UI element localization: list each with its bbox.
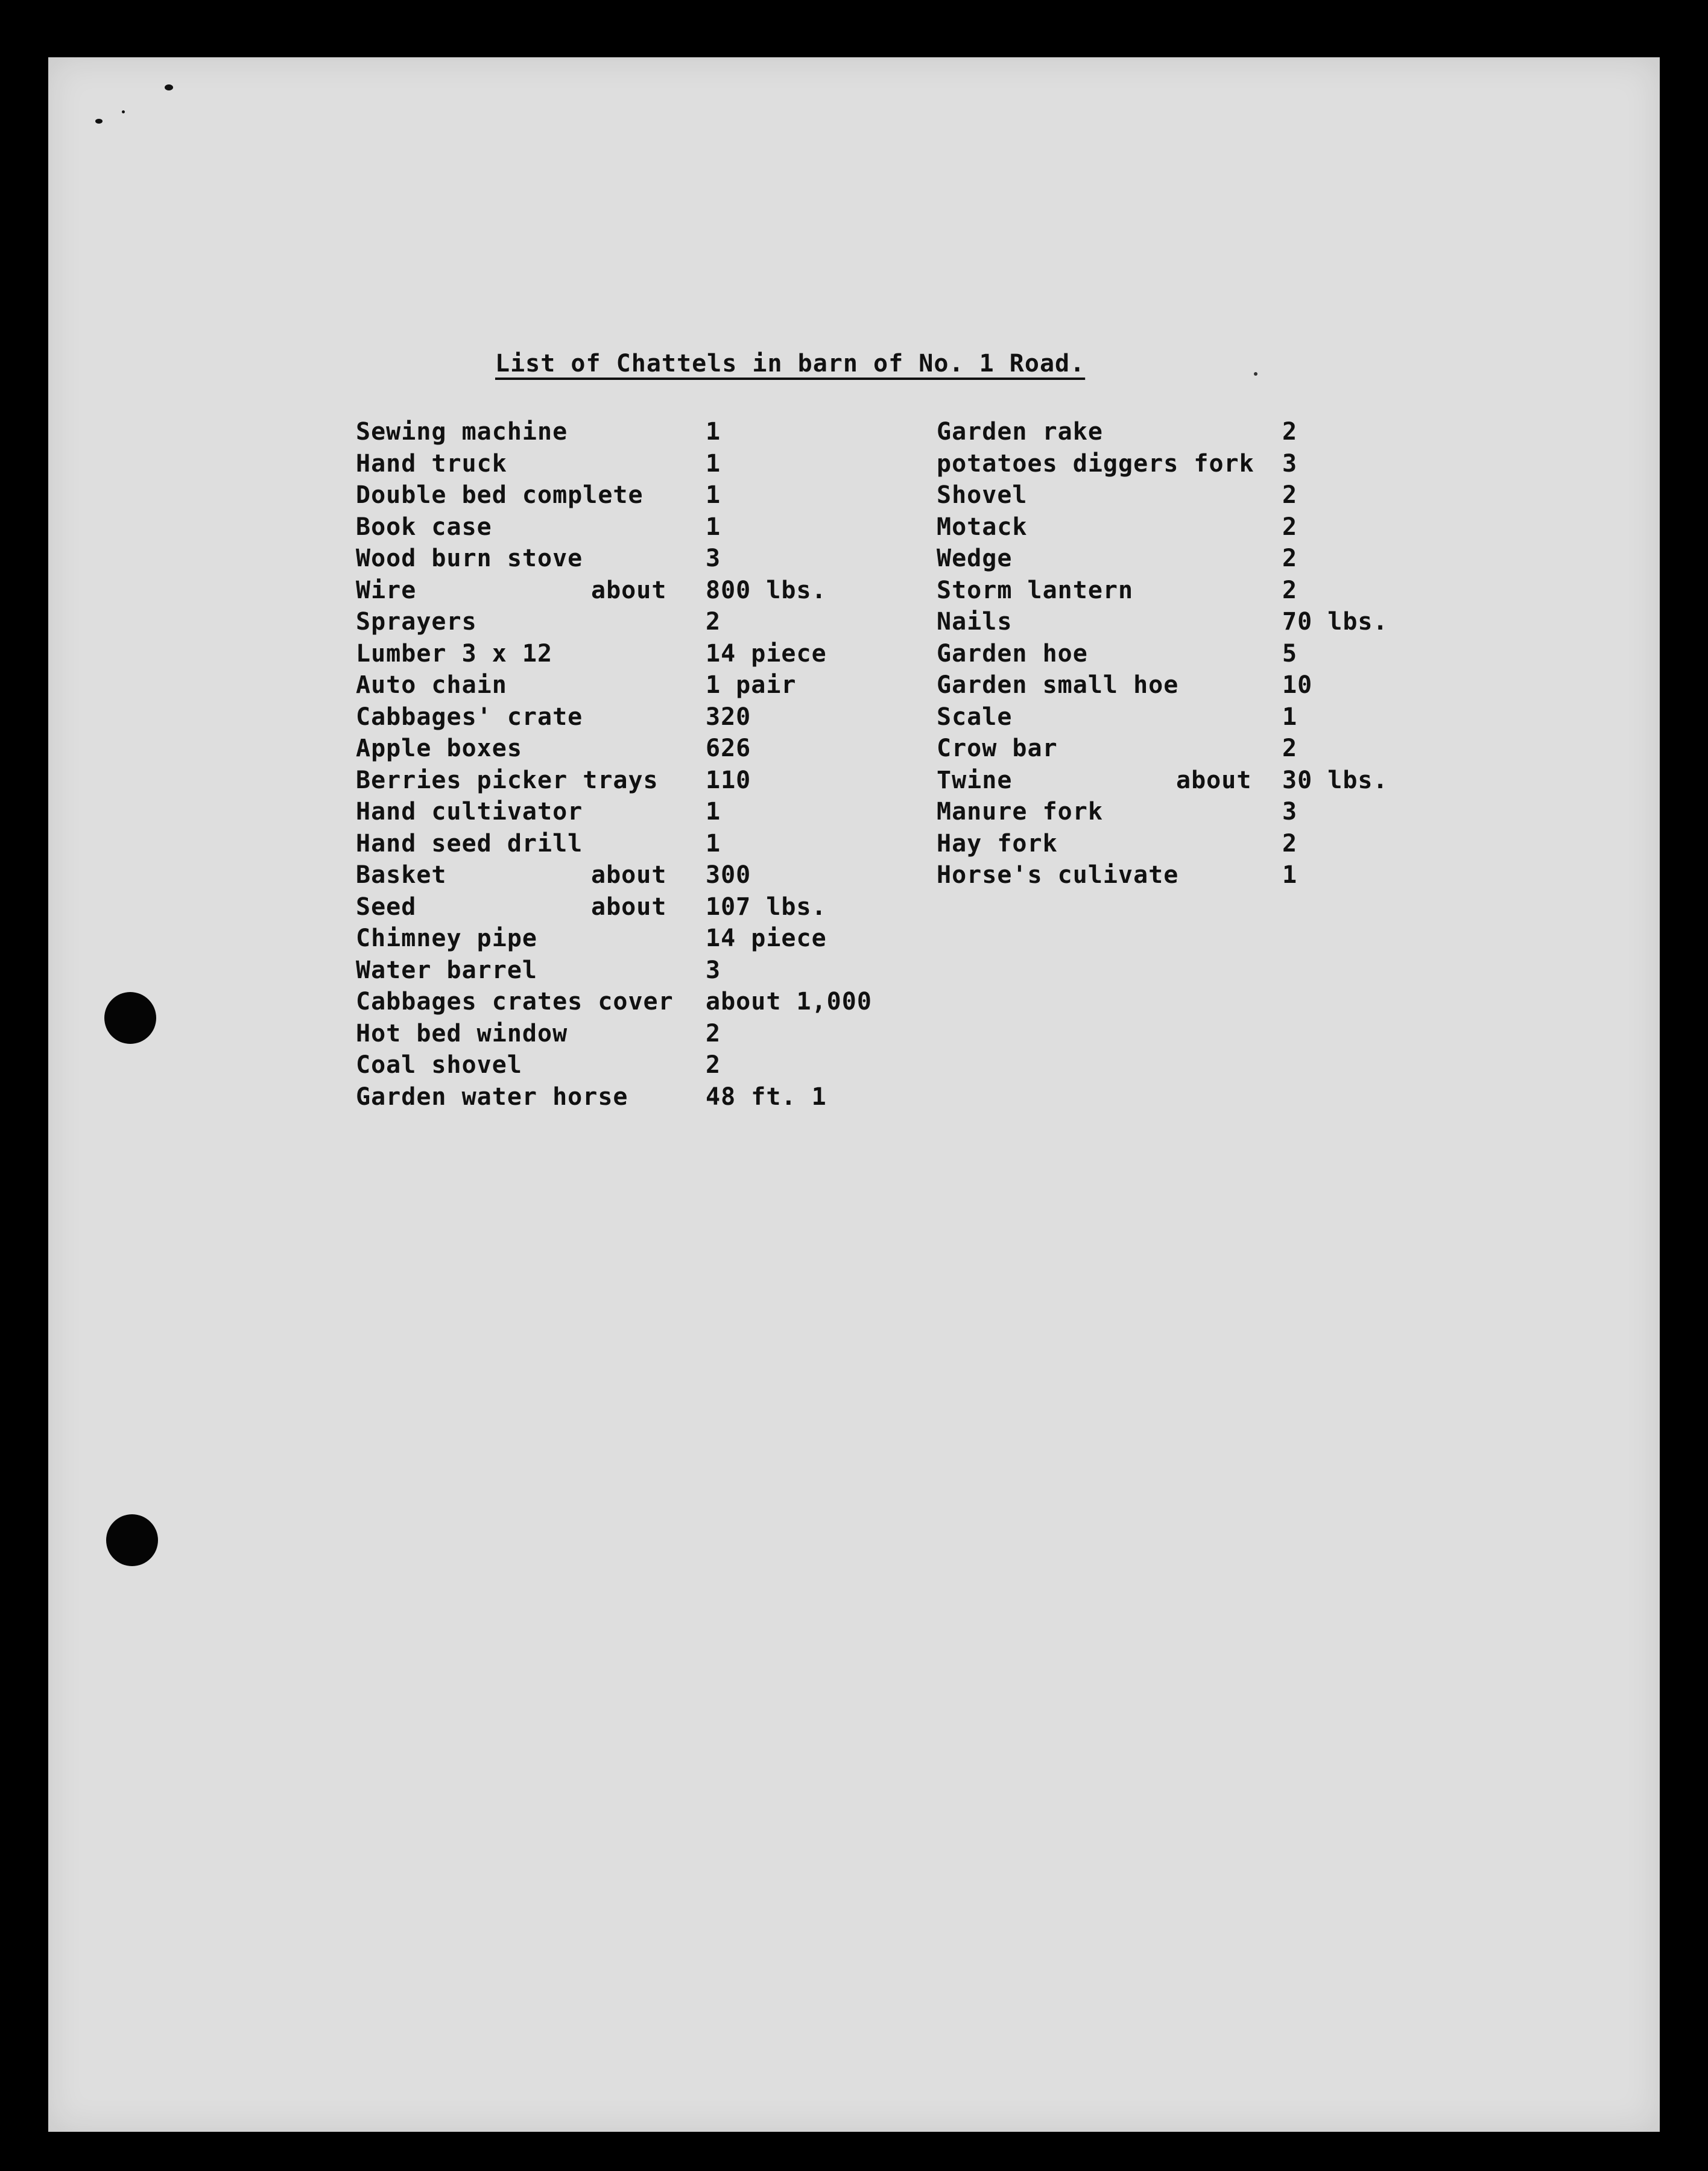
item-quantity: 1 bbox=[706, 481, 721, 509]
list-item bbox=[937, 448, 1479, 480]
item-name: Auto chain bbox=[356, 671, 507, 699]
item-qualifier: about bbox=[1176, 766, 1252, 794]
item-quantity: 3 bbox=[706, 956, 721, 984]
item-quantity: 2 bbox=[706, 608, 721, 636]
list-item bbox=[356, 701, 959, 733]
list-item bbox=[937, 606, 1479, 638]
list-item bbox=[356, 1049, 959, 1081]
item-quantity: 2 bbox=[706, 1051, 721, 1079]
left-item-list bbox=[356, 416, 959, 1113]
item-name: Wedge bbox=[937, 545, 1013, 572]
list-item bbox=[937, 479, 1479, 511]
item-quantity: 300 bbox=[706, 861, 751, 889]
list-item bbox=[937, 638, 1479, 670]
item-name: Hand seed drill bbox=[356, 829, 583, 858]
list-item bbox=[356, 1018, 959, 1050]
item-qualifier: about bbox=[591, 893, 667, 921]
item-quantity: 1 bbox=[1282, 861, 1298, 889]
item-name: Crow bar bbox=[937, 735, 1058, 762]
item-quantity: 70 lbs. bbox=[1282, 608, 1388, 636]
list-item bbox=[356, 828, 959, 860]
item-name: Basket bbox=[356, 861, 447, 889]
right-item-list bbox=[937, 416, 1479, 891]
list-item bbox=[356, 669, 959, 701]
item-quantity: 2 bbox=[1282, 513, 1298, 541]
item-qualifier: about bbox=[591, 861, 667, 889]
item-quantity: 320 bbox=[706, 703, 751, 731]
item-name: Garden small hoe bbox=[937, 671, 1179, 699]
item-name: Motack bbox=[937, 513, 1028, 541]
list-item bbox=[356, 1081, 959, 1113]
item-quantity: 2 bbox=[1282, 829, 1298, 858]
list-item bbox=[356, 891, 959, 923]
punch-hole-upper bbox=[104, 992, 156, 1044]
list-item bbox=[356, 796, 959, 828]
list-item bbox=[937, 575, 1479, 607]
item-name: Hand cultivator bbox=[356, 798, 583, 826]
item-name: Cabbages crates cover bbox=[356, 988, 674, 1016]
list-item bbox=[937, 511, 1479, 543]
item-quantity: 3 bbox=[706, 545, 721, 572]
list-item bbox=[356, 479, 959, 511]
item-quantity: 14 piece bbox=[706, 639, 827, 668]
item-name: Sprayers bbox=[356, 608, 477, 636]
item-quantity: 800 lbs. bbox=[706, 576, 827, 604]
item-name: Double bed complete bbox=[356, 481, 644, 509]
item-quantity: 5 bbox=[1282, 639, 1298, 668]
list-item bbox=[356, 575, 959, 607]
list-item bbox=[937, 733, 1479, 765]
item-name: Manure fork bbox=[937, 798, 1103, 826]
item-name: Book case bbox=[356, 513, 492, 541]
list-item bbox=[356, 511, 959, 543]
item-name: Shovel bbox=[937, 481, 1028, 509]
item-quantity: 2 bbox=[1282, 735, 1298, 762]
item-quantity: 1 pair bbox=[706, 671, 797, 699]
item-quantity: 107 lbs. bbox=[706, 893, 827, 921]
item-quantity: 1 bbox=[706, 418, 721, 446]
list-item bbox=[937, 669, 1479, 701]
list-item bbox=[356, 638, 959, 670]
list-item bbox=[937, 796, 1479, 828]
item-name: Hand truck bbox=[356, 449, 507, 478]
list-item bbox=[937, 859, 1479, 891]
item-quantity: 110 bbox=[706, 766, 751, 794]
list-item bbox=[356, 923, 959, 955]
item-name: Apple boxes bbox=[356, 735, 522, 762]
item-qualifier: about bbox=[591, 576, 667, 604]
ink-speck bbox=[122, 110, 125, 113]
list-item bbox=[356, 543, 959, 575]
item-quantity: 14 piece bbox=[706, 924, 827, 952]
item-name: Hot bed window bbox=[356, 1019, 568, 1048]
item-quantity: 2 bbox=[1282, 418, 1298, 446]
item-quantity: about 1,000 bbox=[706, 988, 872, 1016]
item-name: potatoes diggers fork bbox=[937, 449, 1254, 478]
item-name: Chimney pipe bbox=[356, 924, 537, 952]
ink-speck bbox=[95, 119, 103, 124]
item-quantity: 3 bbox=[1282, 798, 1298, 826]
punch-hole-lower bbox=[106, 1514, 158, 1566]
item-name: Sewing machine bbox=[356, 418, 568, 446]
item-name: Water barrel bbox=[356, 956, 537, 984]
item-name: Wire bbox=[356, 576, 417, 604]
ink-speck bbox=[1254, 372, 1257, 376]
item-name: Wood burn stove bbox=[356, 545, 583, 572]
item-name: Storm lantern bbox=[937, 576, 1134, 604]
item-quantity: 1 bbox=[706, 449, 721, 478]
item-name: Hay fork bbox=[937, 829, 1058, 858]
list-item bbox=[356, 765, 959, 797]
item-quantity: 2 bbox=[1282, 576, 1298, 604]
list-item bbox=[937, 543, 1479, 575]
item-name: Garden water horse bbox=[356, 1082, 628, 1111]
item-quantity: 1 bbox=[706, 798, 721, 826]
item-name: Lumber 3 x 12 bbox=[356, 639, 553, 668]
item-quantity: 1 bbox=[706, 513, 721, 541]
item-quantity: 3 bbox=[1282, 449, 1298, 478]
item-name: Cabbages' crate bbox=[356, 703, 583, 731]
item-name: Berries picker trays bbox=[356, 766, 659, 794]
item-quantity: 2 bbox=[706, 1019, 721, 1048]
item-name: Garden rake bbox=[937, 418, 1103, 446]
item-quantity: 2 bbox=[1282, 545, 1298, 572]
list-item bbox=[356, 733, 959, 765]
list-item bbox=[356, 416, 959, 448]
list-item bbox=[356, 955, 959, 987]
list-item bbox=[356, 859, 959, 891]
item-quantity: 10 bbox=[1282, 671, 1313, 699]
item-name: Scale bbox=[937, 703, 1013, 731]
item-name: Horse's culivate bbox=[937, 861, 1179, 889]
list-item bbox=[356, 986, 959, 1018]
document-title: List of Chattels in barn of No. 1 Road. bbox=[495, 350, 1086, 378]
item-name: Nails bbox=[937, 608, 1013, 636]
ink-speck bbox=[165, 84, 173, 90]
list-item bbox=[356, 606, 959, 638]
item-quantity: 30 lbs. bbox=[1282, 766, 1388, 794]
item-quantity: 2 bbox=[1282, 481, 1298, 509]
item-quantity: 48 ft. 1 bbox=[706, 1082, 827, 1111]
item-quantity: 1 bbox=[706, 829, 721, 858]
list-item bbox=[937, 828, 1479, 860]
list-item bbox=[356, 448, 959, 480]
list-item bbox=[937, 701, 1479, 733]
list-item bbox=[937, 765, 1479, 797]
item-quantity: 1 bbox=[1282, 703, 1298, 731]
item-name: Twine bbox=[937, 766, 1013, 794]
list-item bbox=[937, 416, 1479, 448]
item-quantity: 626 bbox=[706, 735, 751, 762]
item-name: Seed bbox=[356, 893, 417, 921]
item-name: Coal shovel bbox=[356, 1051, 522, 1079]
item-name: Garden hoe bbox=[937, 639, 1088, 668]
